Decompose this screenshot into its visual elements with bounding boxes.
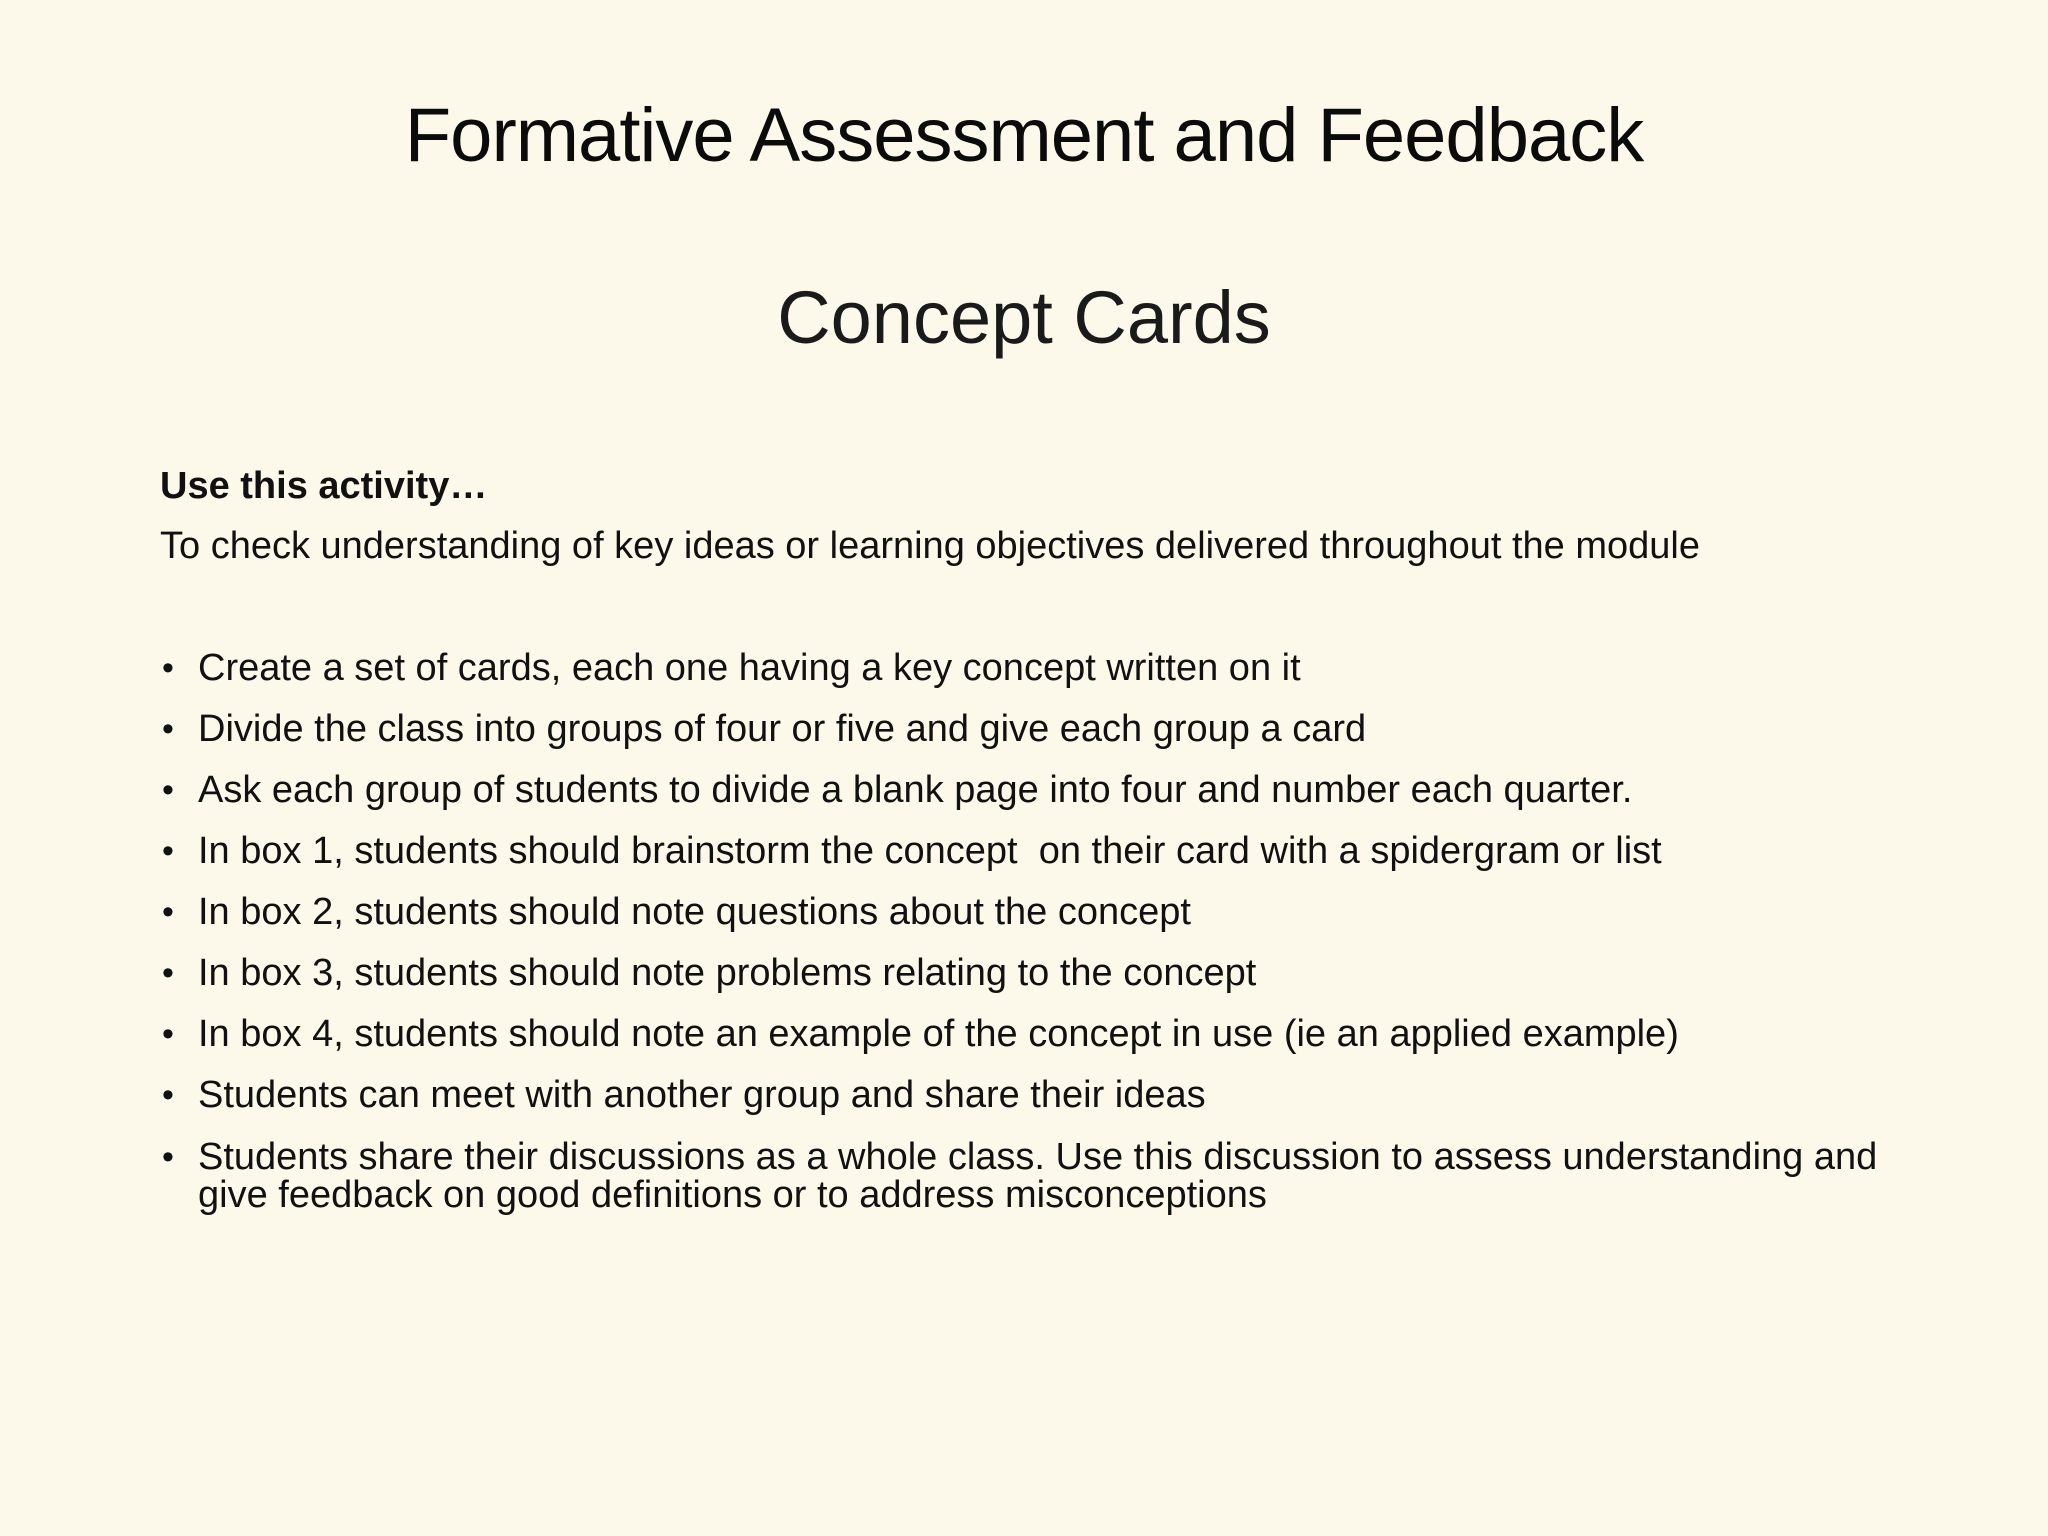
list-item-text: Students can meet with another group and share their ideas [198, 1074, 1206, 1116]
list-item [160, 1004, 1920, 1065]
list-item-text: Create a set of cards, each one having a key concept written on it [198, 647, 1301, 689]
list-item [160, 699, 1920, 760]
list-item [160, 1065, 1920, 1126]
slide-body [160, 456, 1920, 1214]
activity-lead: Use this activity… [160, 465, 488, 507]
list-item [160, 638, 1920, 699]
list-item [160, 1126, 1898, 1214]
list-item-text: In box 2, students should note questions about the concept [198, 891, 1191, 933]
bullet-icon: • [162, 1015, 174, 1053]
instruction-list [160, 638, 1920, 1214]
bullet-icon: • [162, 710, 174, 748]
list-item-text: In box 1, students should brainstorm the concept on their card with a spidergram or list [198, 830, 1662, 872]
activity-intro: To check understanding of key ideas or learning objectives delivered throughout the module [160, 525, 1700, 567]
list-item [160, 821, 1920, 882]
slide-title: Formative Assessment and Feedback [404, 93, 1644, 178]
list-item-text: Divide the class into groups of four or five and give each group a card [198, 708, 1367, 750]
bullet-icon: • [162, 649, 174, 687]
bullet-icon: • [162, 832, 174, 870]
list-item-text: In box 4, students should note an example of the concept in use (ie an applied example) [198, 1013, 1679, 1055]
list-item [160, 943, 1920, 1004]
list-item [160, 882, 1920, 943]
bullet-icon: • [162, 954, 174, 992]
bullet-icon: • [162, 771, 174, 809]
bullet-icon: • [162, 1076, 174, 1114]
list-item-text: Ask each group of students to divide a blank page into four and number each quarter. [198, 769, 1633, 811]
list-item-text: In box 3, students should note problems relating to the concept [198, 952, 1257, 994]
bullet-icon: • [162, 893, 174, 931]
list-item [160, 760, 1920, 821]
list-item-text: Students share their discussions as a whole class. Use this discussion to assess understanding and give feedback on good definitions or to address misconceptions [198, 1136, 1878, 1216]
bullet-icon: • [162, 1138, 174, 1176]
slide-subtitle: Concept Cards [777, 276, 1271, 359]
